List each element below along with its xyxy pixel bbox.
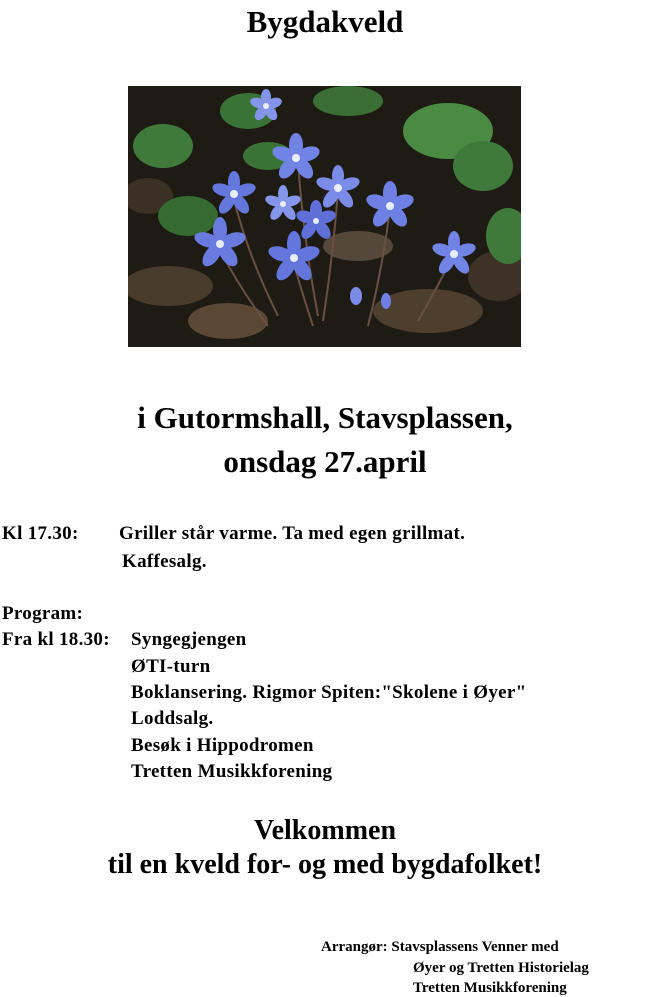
organizer-line-3: Tretten Musikkforening [413,980,567,996]
program-item-2: ØTI-turn [131,656,211,677]
venue-block [0,396,650,484]
venue-location: i Gutormshall, Stavsplassen, [137,400,513,435]
program-item-5: Besøk i Hippodromen [131,735,314,756]
venue-date: onsdag 27.april [223,444,427,479]
program-item-3: Boklansering. Rigmor Spiten:"Skolene i Øyer" [131,682,527,703]
poster-title: Bygdakveld [246,4,404,39]
first-time: Kl 17.30: [2,523,79,544]
program-item-4: Loddsalg. [131,708,214,729]
welcome-subheading: til en kveld for- og med bygdafolket! [107,849,543,880]
welcome-heading: Velkommen [253,815,397,846]
hepatica-flowers-image [128,86,521,347]
program-item-1: Syngegjengen [131,629,247,650]
organizer-line-1: Arrangør: Stavsplassens Venner med [321,939,559,955]
welcome-block [0,814,650,882]
program-item-6: Tretten Musikkforening [131,761,333,782]
first-activity-1: Griller står varme. Ta med egen grillmat. [119,523,466,544]
first-activity-2: Kaffesalg. [122,551,207,572]
program-time: Fra kl 18.30: [2,629,110,650]
organizer-line-2: Øyer og Tretten Historielag [413,960,589,976]
program-heading: Program: [2,603,84,624]
